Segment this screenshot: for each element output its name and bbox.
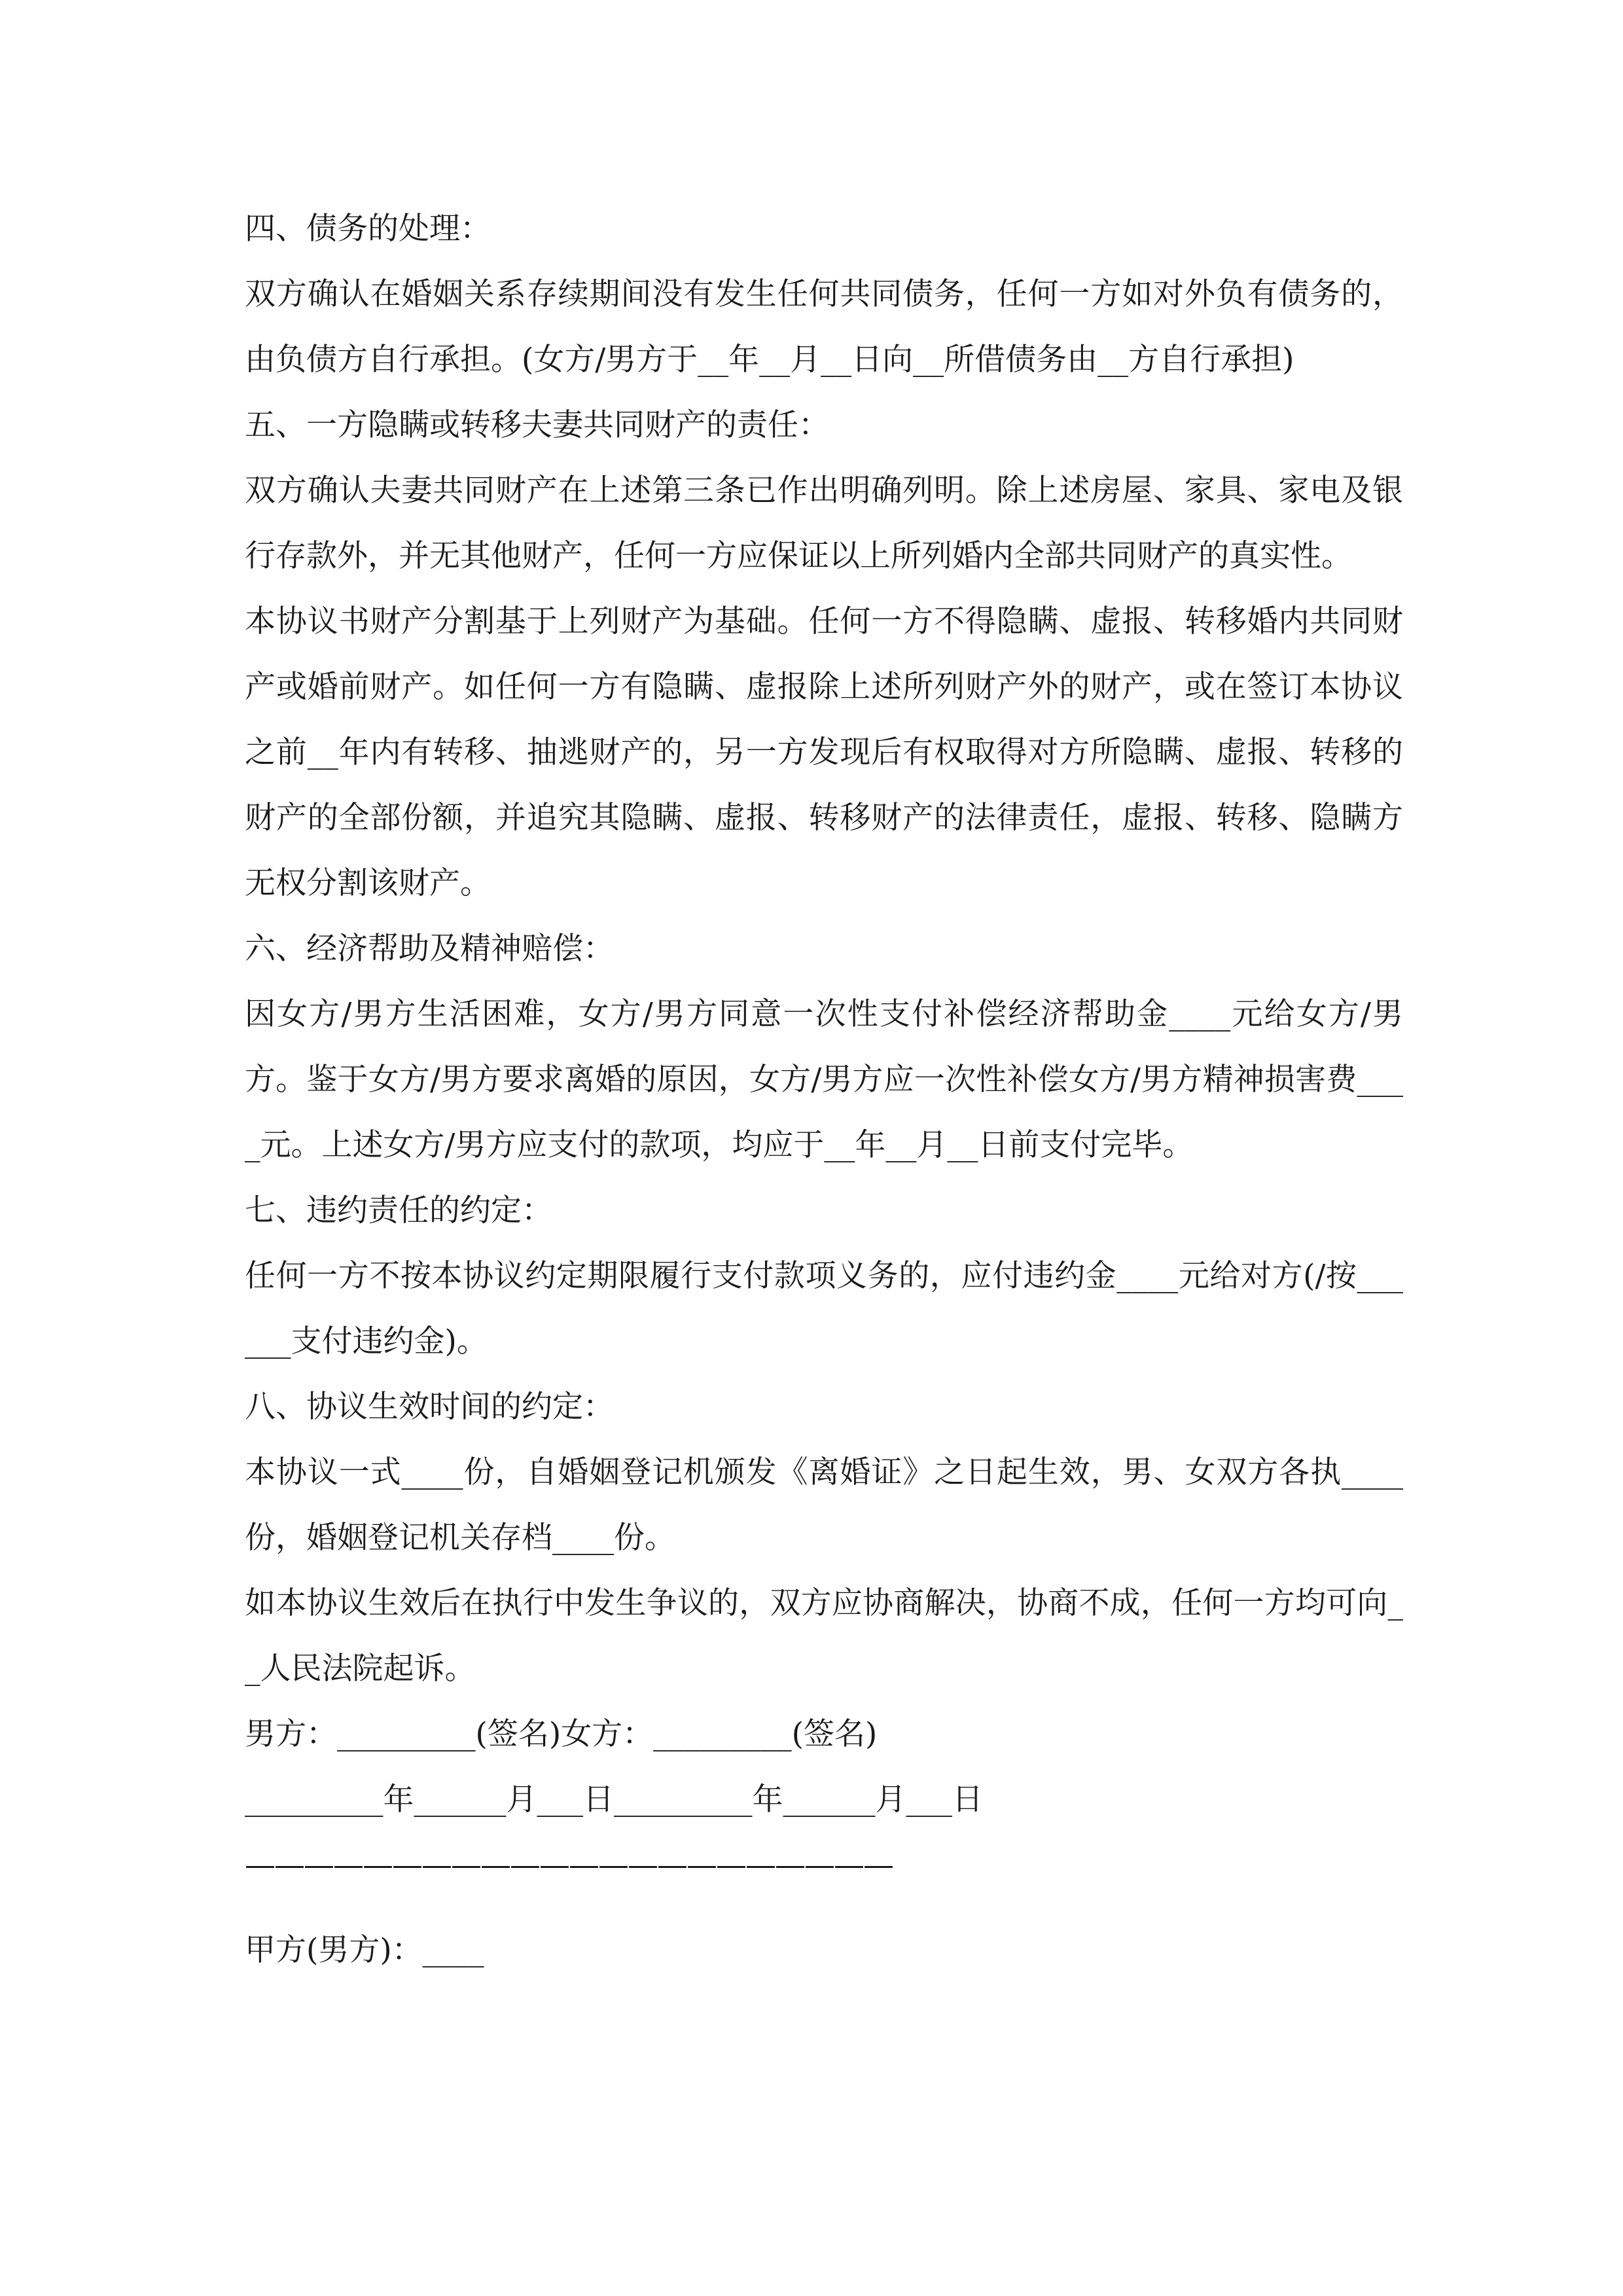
divider-line: —————————————————————— — [245, 1847, 893, 1883]
effective-date-paragraph-1: 本协议一式____份，自婚姻登记机颁发《离婚证》之日起生效，男、女双方各执____份，婚姻登记机关存档____份。 — [245, 1454, 1403, 1556]
debts-paragraph: 双方确认在婚姻关系存续期间没有发生任何共同债务，任何一方如对外负有债务的，由负债方自行承担。(女方/男方于__年__月__日向__所借债务由__方自行承担) — [245, 276, 1403, 378]
party-a-line: 甲方(男方)：____ — [245, 1932, 484, 1968]
document-body — [245, 196, 1403, 1983]
date-line: _________年______月___日_________年______月___日 — [245, 1782, 983, 1818]
concealment-paragraph-2: 本协议书财产分割基于上列财产为基础。任何一方不得隐瞒、虚报、转移婚内共同财产或婚前财产。如任何一方有隐瞒、虚报除上述所列财产外的财产，或在签订本协议之前__年内有转移、抽逃财产的，另一方发现后有权取得对方所隐瞒、虚报、转移的财产的全部份额，并追究其隐瞒、虚报、转移财产的法律责任，虚报、转移、隐瞒方无权分割该财产。 — [245, 603, 1403, 901]
section-heading-breach: 七、违约责任的约定： — [245, 1193, 552, 1229]
spacer — [245, 1898, 1403, 1918]
section-heading-compensation: 六、经济帮助及精神赔偿： — [245, 931, 614, 967]
section-heading-effective-date: 八、协议生效时间的约定： — [245, 1389, 614, 1425]
section-heading-concealment: 五、一方隐瞒或转移夫妻共同财产的责任： — [245, 407, 829, 443]
signature-line: 男方：_________(签名)女方：_________(签名) — [245, 1716, 878, 1752]
breach-paragraph: 任何一方不按本协议约定期限履行支付款项义务的，应付违约金____元给对方(/按______支付违约金)。 — [245, 1258, 1403, 1359]
effective-date-paragraph-2: 如本协议生效后在执行中发生争议的，双方应协商解决，协商不成，任何一方均可向__人民法院起诉。 — [245, 1585, 1403, 1687]
compensation-paragraph: 因女方/男方生活困难，女方/男方同意一次性支付补偿经济帮助金____元给女方/男方。鉴于女方/男方要求离婚的原因，女方/男方应一次性补偿女方/男方精神损害费____元。上述女方/男方应支付的款项，均应于__年__月__日前支付完毕。 — [245, 996, 1403, 1163]
section-heading-debts: 四、债务的处理： — [245, 211, 491, 247]
concealment-paragraph-1: 双方确认夫妻共同财产在上述第三条已作出明确列明。除上述房屋、家具、家电及银行存款外，并无其他财产，任何一方应保证以上所列婚内全部共同财产的真实性。 — [245, 473, 1403, 574]
